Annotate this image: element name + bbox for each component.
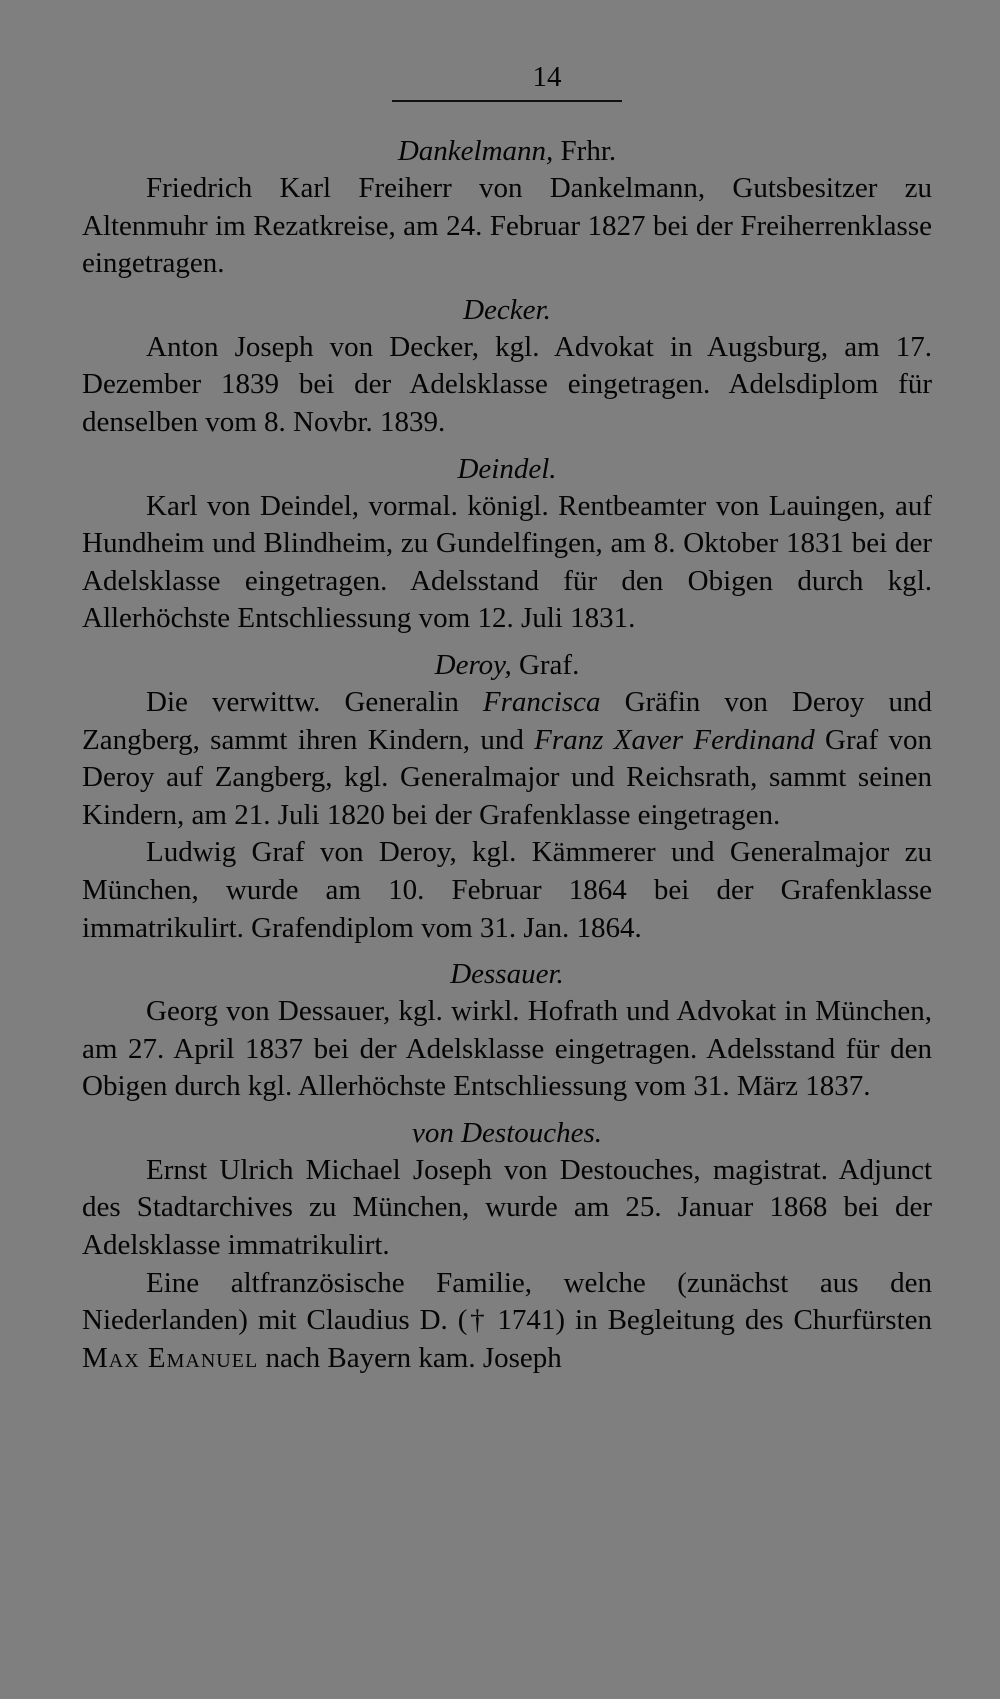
text-run: Eine altfranzösische Familie, welche (zunächst aus den Niederlanden) mit Claudius D. († 1741) in Begleitung des Churfürsten — [82, 1266, 932, 1337]
entry-paragraph: Friedrich Karl Freiherr von Dankelmann, Gutsbesitzer zu Altenmuhr im Rezatkreise, am 24. Februar 1827 bei der Freiherrenklasse eingetragen. — [82, 172, 932, 280]
entry-heading-dankelmann — [82, 132, 932, 170]
entry-paragraph: Ludwig Graf von Deroy, kgl. Kämmerer und Generalmajor zu München, wurde am 10. Februar 1864 bei der Grafenklasse immatrikulirt. Grafendiplom vom 31. Jan. 1864. — [82, 836, 932, 944]
entry-paragraph: Karl von Deindel, vormal. königl. Rentbeamter von Lauingen, auf Hundheim und Blindheim, zu Gundelfingen, am 8. Oktober 1831 bei der Adelsklasse eingetragen. Adelsstand für den Obigen durch kgl. Allerhöchste Entschliessung vom 12. Juli 1831. — [82, 489, 932, 635]
page-number: 14 — [392, 60, 622, 102]
family-name: Dankelmann, — [397, 135, 554, 167]
rank-title: Graf. — [511, 648, 580, 681]
entry-paragraph — [82, 684, 932, 834]
family-name: von Destouches. — [411, 1116, 603, 1149]
italic-name: Francisca — [482, 685, 601, 718]
text-run: nach Bayern kam. Joseph — [258, 1341, 562, 1374]
entry-paragraph: Georg von Dessauer, kgl. wirkl. Hofrath und Advokat in München, am 27. April 1837 bei der Adelsklasse eingetragen. Adelsstand für den Obigen durch kgl. Allerhöchste Entschliessung vom 31. März 1837. — [82, 995, 932, 1103]
italic-name: Franz Xaver Ferdinand — [534, 723, 815, 756]
small-caps-name: Max Emanuel — [82, 1341, 259, 1374]
text-run: Gräfin von Deroy und Zangberg, sammt ihren Kindern, und — [82, 685, 932, 756]
entry-heading-dessauer — [82, 955, 932, 993]
text-run: Die verwittw. Generalin — [146, 685, 483, 718]
family-name: Decker. — [463, 293, 551, 326]
rank-title: Frhr. — [553, 135, 617, 167]
family-name: Dessauer. — [450, 958, 564, 991]
entry-heading-destouches — [82, 1114, 932, 1152]
entry-heading-decker — [82, 291, 932, 329]
entry-paragraph — [82, 1265, 932, 1378]
document-page — [82, 60, 932, 1377]
entry-heading-deroy — [82, 646, 932, 684]
family-name: Deindel. — [457, 452, 557, 485]
family-name: Deroy, — [434, 648, 512, 681]
entry-heading-deindel — [82, 450, 932, 488]
entry-paragraph: Anton Joseph von Decker, kgl. Advokat in Augsburg, am 17. Dezember 1839 bei der Adelsklasse eingetragen. Adelsdiplom für denselben vom 8. Novbr. 1839. — [82, 330, 932, 438]
text-run: Graf von Deroy auf Zangberg, kgl. Generalmajor und Reichsrath, sammt seinen Kindern, am 21. Juli 1820 bei der Grafenklasse eingetragen. — [82, 723, 932, 831]
entry-paragraph: Ernst Ulrich Michael Joseph von Destouches, magistrat. Adjunct des Stadtarchives zu München, wurde am 25. Januar 1868 bei der Adelsklasse immatrikulirt. — [82, 1153, 932, 1262]
